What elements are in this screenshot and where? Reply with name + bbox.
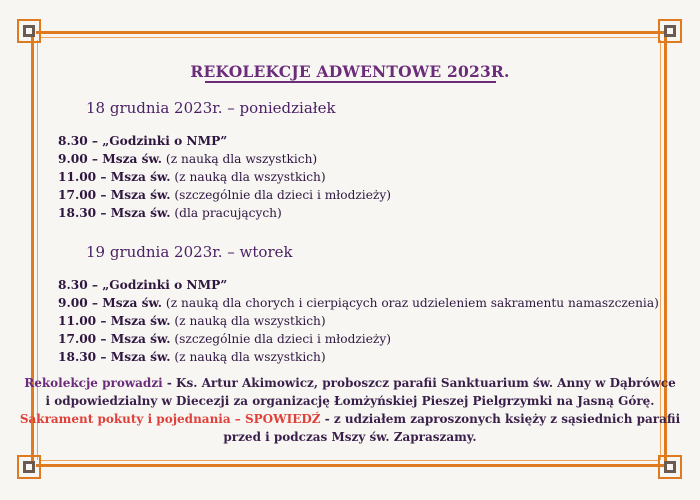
day-heading: 19 grudnia 2023r. – wtorek	[86, 243, 293, 261]
schedule-item	[58, 168, 391, 186]
schedule-label: „Godzinki o NMP”	[102, 134, 228, 148]
frame-bottom-border	[36, 464, 664, 467]
schedule-label: Msza św.	[110, 350, 171, 364]
schedule-note: (z nauką dla wszystkich)	[170, 314, 326, 328]
schedule-time: 17.00 –	[58, 332, 111, 346]
corner-ornament-icon	[16, 454, 42, 480]
schedule-item	[58, 276, 659, 294]
corner-ornament-icon	[657, 18, 683, 44]
schedule-time: 18.30 –	[58, 206, 111, 220]
schedule-note: (z nauką dla wszystkich)	[162, 152, 318, 166]
schedule-time: 9.00 –	[58, 152, 103, 166]
footer-notice	[0, 374, 700, 446]
schedule-note: (z nauką dla wszystkich)	[170, 350, 326, 364]
corner-ornament-icon	[657, 454, 683, 480]
day-heading: 18 grudnia 2023r. – poniedziałek	[86, 99, 336, 117]
title-underline	[205, 81, 496, 83]
schedule-label: Msza św.	[110, 170, 171, 184]
schedule-item	[58, 150, 391, 168]
schedule-note: (szczególnie dla dzieci i młodzieży)	[170, 188, 391, 202]
schedule-label: Msza św.	[102, 296, 163, 310]
schedule-time: 17.00 –	[58, 188, 111, 202]
schedule-time: 8.30 –	[58, 278, 103, 292]
schedule-item	[58, 132, 391, 150]
schedule-time: 9.00 –	[58, 296, 103, 310]
frame-top-border	[36, 31, 664, 34]
retreat-leader-label: Rekolekcje prowadzi	[24, 376, 163, 390]
schedule-time: 18.30 –	[58, 350, 111, 364]
schedule-note: (z nauką dla chorych i cierpiących oraz udzieleniem sakramentu namaszczenia)	[162, 296, 659, 310]
retreat-leader-text: - Ks. Artur Akimowicz, proboszcz parafii Sanktuarium św. Anny w Dąbrówce	[162, 376, 676, 390]
schedule-list	[58, 132, 391, 222]
footer-line	[0, 374, 700, 392]
schedule-item	[58, 294, 659, 312]
schedule-label: Msza św.	[102, 152, 163, 166]
footer-line	[0, 410, 700, 428]
schedule-label: Msza św.	[110, 314, 171, 328]
schedule-label: „Godzinki o NMP”	[102, 278, 228, 292]
schedule-label: Msza św.	[110, 206, 171, 220]
schedule-item	[58, 330, 659, 348]
confession-label: Sakrament pokuty i pojednania – SPOWIEDŹ	[19, 412, 321, 426]
schedule-list	[58, 276, 659, 366]
schedule-item	[58, 186, 391, 204]
schedule-label: Msza św.	[110, 332, 171, 346]
page-title: REKOLEKCJE ADWENTOWE 2023R.	[190, 62, 510, 81]
schedule-item	[58, 204, 391, 222]
schedule-note: (szczególnie dla dzieci i młodzieży)	[170, 332, 391, 346]
schedule-item	[58, 348, 659, 366]
corner-ornament-icon	[16, 18, 42, 44]
schedule-time: 11.00 –	[58, 170, 111, 184]
schedule-note: (z nauką dla wszystkich)	[170, 170, 326, 184]
schedule-item	[58, 312, 659, 330]
schedule-note: (dla pracujących)	[170, 206, 282, 220]
schedule-label: Msza św.	[110, 188, 171, 202]
schedule-time: 8.30 –	[58, 134, 103, 148]
schedule-time: 11.00 –	[58, 314, 111, 328]
frame-inner-top	[40, 37, 660, 38]
footer-line: przed i podczas Mszy św. Zapraszamy.	[223, 430, 477, 444]
confession-text: - z udziałem zaproszonych księży z sąsiednich parafii	[320, 412, 681, 426]
frame-inner-bottom	[40, 460, 660, 461]
footer-line: i odpowiedzialny w Diecezji za organizację Łomżyńskiej Pieszej Pielgrzymki na Jasną Górę.	[45, 394, 655, 408]
